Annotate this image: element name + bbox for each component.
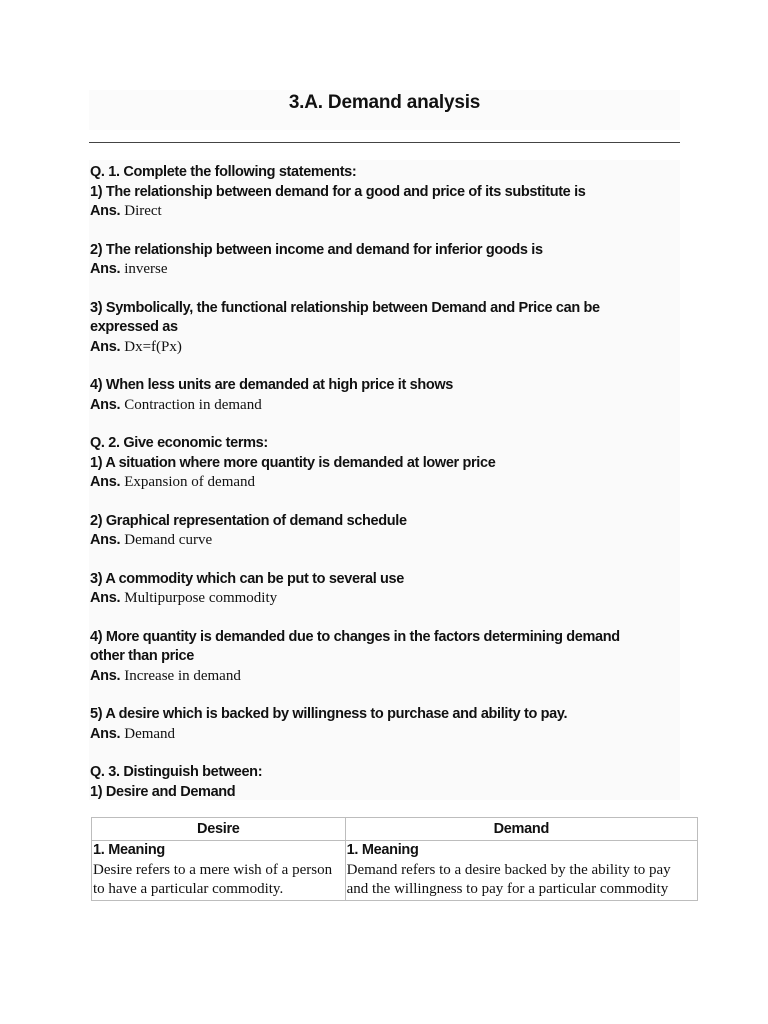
- demand-meaning-heading: 1. Meaning: [346, 842, 419, 858]
- answer-label: Ans.: [90, 261, 121, 277]
- q2-item-1-text: 1) A situation where more quantity is demanded at lower price: [90, 454, 496, 471]
- q1-item-2-text: 2) The relationship between income and demand for inferior goods is: [90, 241, 543, 258]
- answer-label: Ans.: [90, 203, 121, 219]
- table-row: [92, 841, 698, 901]
- q2-item-3-text: 3) A commodity which can be put to several use: [90, 570, 404, 587]
- answer-label: Ans.: [90, 667, 121, 684]
- demand-meaning-text: Demand refers to a desire backed by the ability to pay and the willingness to pay for a particular commodity: [346, 861, 671, 897]
- demand-cell: [345, 841, 697, 901]
- question-content: [90, 163, 680, 802]
- table-header-desire: Desire: [92, 818, 346, 841]
- title-rule: [89, 142, 680, 143]
- q2-item-3-answer: [90, 589, 680, 609]
- answer-label: Ans.: [90, 590, 121, 606]
- q1-item-4-text: 4) When less units are demanded at high price it shows: [90, 377, 454, 393]
- q1-heading: Q. 1. Complete the following statements:: [90, 164, 357, 180]
- answer-value: Demand curve: [124, 532, 213, 548]
- q2-item-4-text-line2: other than price: [90, 648, 194, 664]
- q1-item-3-text-line1: 3) Symbolically, the functional relationship between Demand and Price can be: [90, 299, 600, 316]
- desire-meaning-text: Desire refers to a mere wish of a person to have a particular commodity.: [93, 861, 333, 897]
- answer-value: Multipurpose commodity: [124, 590, 278, 606]
- answer-value: Contraction in demand: [124, 396, 262, 413]
- q3-heading: Q. 3. Distinguish between:: [90, 764, 263, 780]
- q2-item-4-text-line1: 4) More quantity is demanded due to changes in the factors determining demand: [90, 628, 620, 645]
- q1-item-2-answer: [90, 260, 680, 280]
- q1-item-3-text-line2: expressed as: [90, 319, 178, 335]
- table-header-row: [92, 818, 698, 841]
- desire-cell: [92, 841, 346, 901]
- answer-value: Direct: [124, 203, 162, 219]
- answer-value: Demand: [124, 725, 176, 742]
- answer-value: inverse: [124, 261, 168, 277]
- answer-label: Ans.: [90, 532, 121, 548]
- answer-value: Expansion of demand: [124, 474, 256, 490]
- answer-label: Ans.: [90, 474, 121, 490]
- answer-value: Dx=f(Px): [124, 338, 182, 355]
- answer-value: Increase in demand: [124, 667, 241, 684]
- q2-heading: Q. 2. Give economic terms:: [90, 435, 268, 451]
- q2-item-1-answer: [90, 473, 680, 493]
- page-title: 3.A. Demand analysis: [288, 92, 481, 113]
- q2-item-4-answer: [90, 667, 680, 687]
- q1-item-3-answer: [90, 338, 680, 358]
- q1-item-1-text: 1) The relationship between demand for a good and price of its substitute is: [90, 183, 586, 200]
- q2-item-2-answer: [90, 531, 680, 551]
- q2-item-5-text: 5) A desire which is backed by willingness to purchase and ability to pay.: [90, 706, 568, 722]
- q3-sub: 1) Desire and Demand: [90, 783, 236, 800]
- q1-item-4-answer: [90, 396, 680, 416]
- table-header-demand: Demand: [345, 818, 697, 841]
- answer-label: Ans.: [90, 338, 121, 355]
- answer-label: Ans.: [90, 725, 121, 742]
- answer-label: Ans.: [90, 396, 121, 413]
- q2-item-5-answer: [90, 725, 680, 745]
- distinction-table: [91, 817, 698, 901]
- desire-meaning-heading: 1. Meaning: [93, 842, 165, 858]
- q1-item-1-answer: [90, 202, 680, 222]
- q2-item-2-text: 2) Graphical representation of demand schedule: [90, 512, 407, 529]
